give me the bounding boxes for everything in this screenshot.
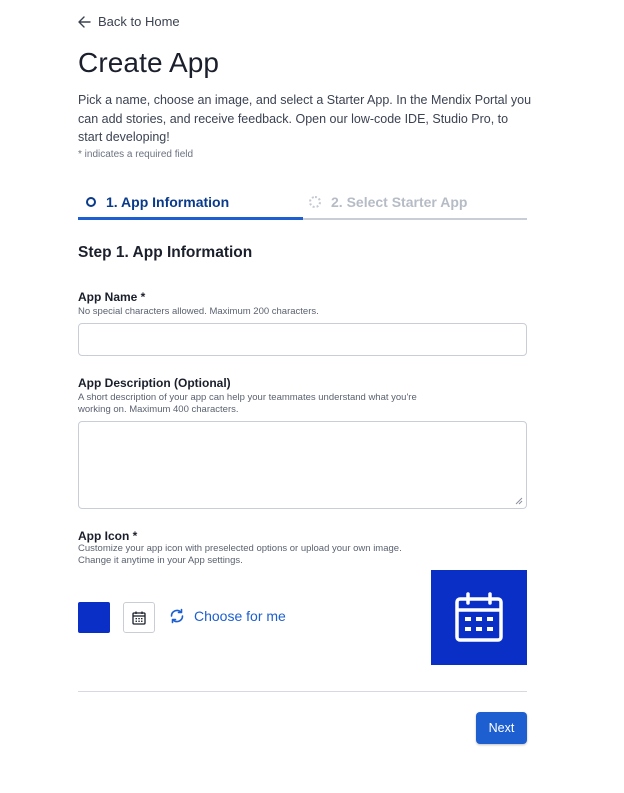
footer-divider — [78, 691, 527, 692]
step-active-indicator-icon — [86, 197, 96, 207]
icon-picker-button[interactable] — [123, 602, 155, 633]
required-field-note: * indicates a required field — [78, 149, 194, 160]
app-description-help-line1: A short description of your app can help your teammates understand what you're — [78, 392, 417, 403]
calendar-icon — [453, 592, 505, 644]
step-pending-indicator-icon — [309, 196, 321, 208]
calendar-icon — [131, 610, 147, 626]
arrow-left-icon — [78, 16, 91, 28]
step-heading: Step 1. App Information — [78, 244, 253, 261]
app-description-help-line2: working on. Maximum 400 characters. — [78, 404, 239, 415]
stepper — [78, 186, 527, 220]
app-name-label: App Name * — [78, 290, 146, 304]
app-name-help: No special characters allowed. Maximum 200 characters. — [78, 306, 319, 317]
step-select-starter-app[interactable] — [309, 186, 467, 218]
icon-color-swatch[interactable] — [78, 602, 110, 633]
page-title: Create App — [78, 47, 220, 78]
app-name-input[interactable] — [78, 323, 527, 356]
app-description-textarea[interactable] — [78, 421, 527, 509]
back-to-home-link[interactable] — [78, 14, 180, 29]
stepper-active-bar — [78, 217, 303, 220]
choose-for-me-button[interactable] — [168, 607, 286, 625]
step-1-label: 1. App Information — [106, 194, 230, 210]
app-icon-help-line2: Change it anytime in your App settings. — [78, 555, 243, 566]
app-description-label: App Description (Optional) — [78, 376, 231, 390]
choose-for-me-label: Choose for me — [194, 608, 286, 624]
next-button[interactable]: Next — [476, 712, 527, 744]
resize-grip-icon[interactable] — [515, 497, 523, 505]
app-icon-preview — [431, 570, 527, 665]
step-2-label: 2. Select Starter App — [331, 194, 468, 210]
back-to-home-label: Back to Home — [98, 14, 180, 29]
page-intro: Pick a name, choose an image, and select a Starter App. In the Mendix Portal you can add stories, and receive feedback. Open our low-code IDE, Studio Pro, to start developing! — [78, 93, 532, 145]
app-icon-help-line1: Customize your app icon with preselected options or upload your own image. — [78, 543, 402, 554]
app-icon-label: App Icon * — [78, 529, 138, 543]
refresh-icon — [168, 607, 186, 625]
step-app-information[interactable] — [86, 186, 229, 218]
